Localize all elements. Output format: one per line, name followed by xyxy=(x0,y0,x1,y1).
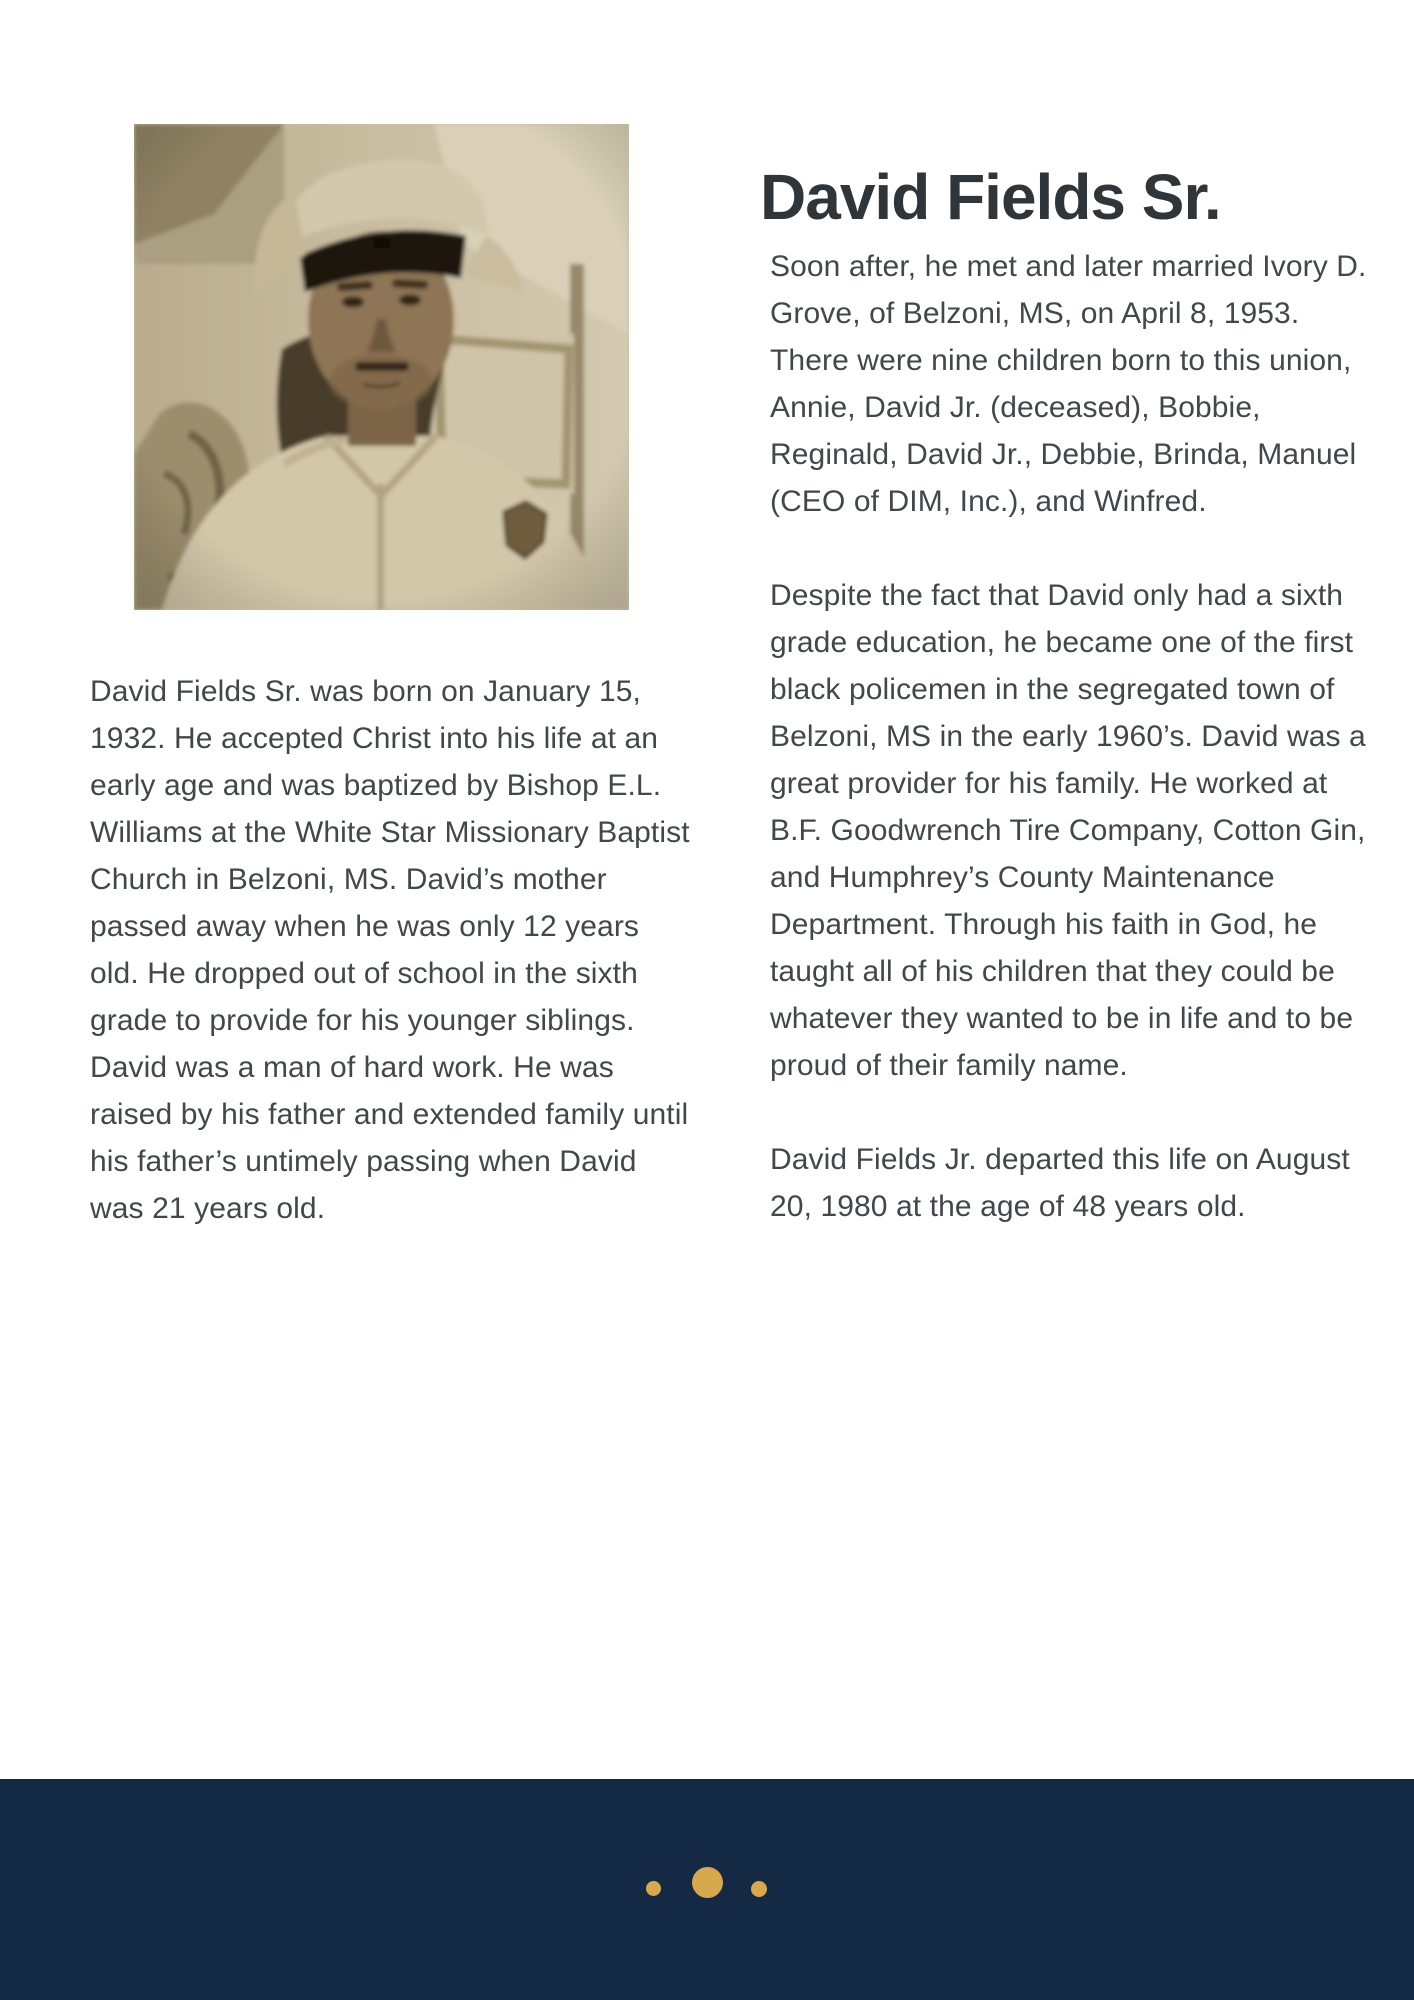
right-column xyxy=(770,243,1370,1277)
bio-paragraph-marriage: Soon after, he met and later married Ivory D. Grove, of Belzoni, MS, on April 8, 1953. There were nine children born to this union, Annie, David Jr. (deceased), Bobbie, Reginald, David Jr., Debbie, Brinda, Manuel (CEO of DIM, Inc.), and Winfred. xyxy=(770,250,1367,518)
bio-paragraph-early-life: David Fields Sr. was born on January 15, 1932. He accepted Christ into his life at an early age and was baptized by Bishop E.L. Williams at the White Star Missionary Baptist Church in Belzoni, MS. David’s mother passed away when he was only 12 years old. He dropped out of school in the sixth grade to provide for his younger siblings. David was a man of hard work. He was raised by his father and extended family until his father’s untimely passing when David was 21 years old. xyxy=(90,675,690,1225)
dot-icon xyxy=(751,1881,767,1897)
man-in-police-uniform-illustration xyxy=(134,124,629,610)
footer-bar xyxy=(0,1779,1414,2000)
bio-paragraph-passing: David Fields Jr. departed this life on August 20, 1980 at the age of 48 years old. xyxy=(770,1143,1350,1223)
dot-icon xyxy=(646,1881,661,1896)
bio-paragraph-career: Despite the fact that David only had a sixth grade education, he became one of the first black policemen in the segregated town of Belzoni, MS in the early 1960’s. David was a great provider for his family. He worked at B.F. Goodwrench Tire Company, Cotton Gin, and Humphrey’s County Maintenance Department. Through his faith in God, he taught all of his children that they could be whatever they wanted to be in life and to be proud of their family name. xyxy=(770,579,1366,1082)
dot-icon xyxy=(692,1867,723,1898)
page-title: David Fields Sr. xyxy=(760,160,1221,233)
left-column xyxy=(90,668,690,1279)
portrait-photo xyxy=(134,124,629,610)
